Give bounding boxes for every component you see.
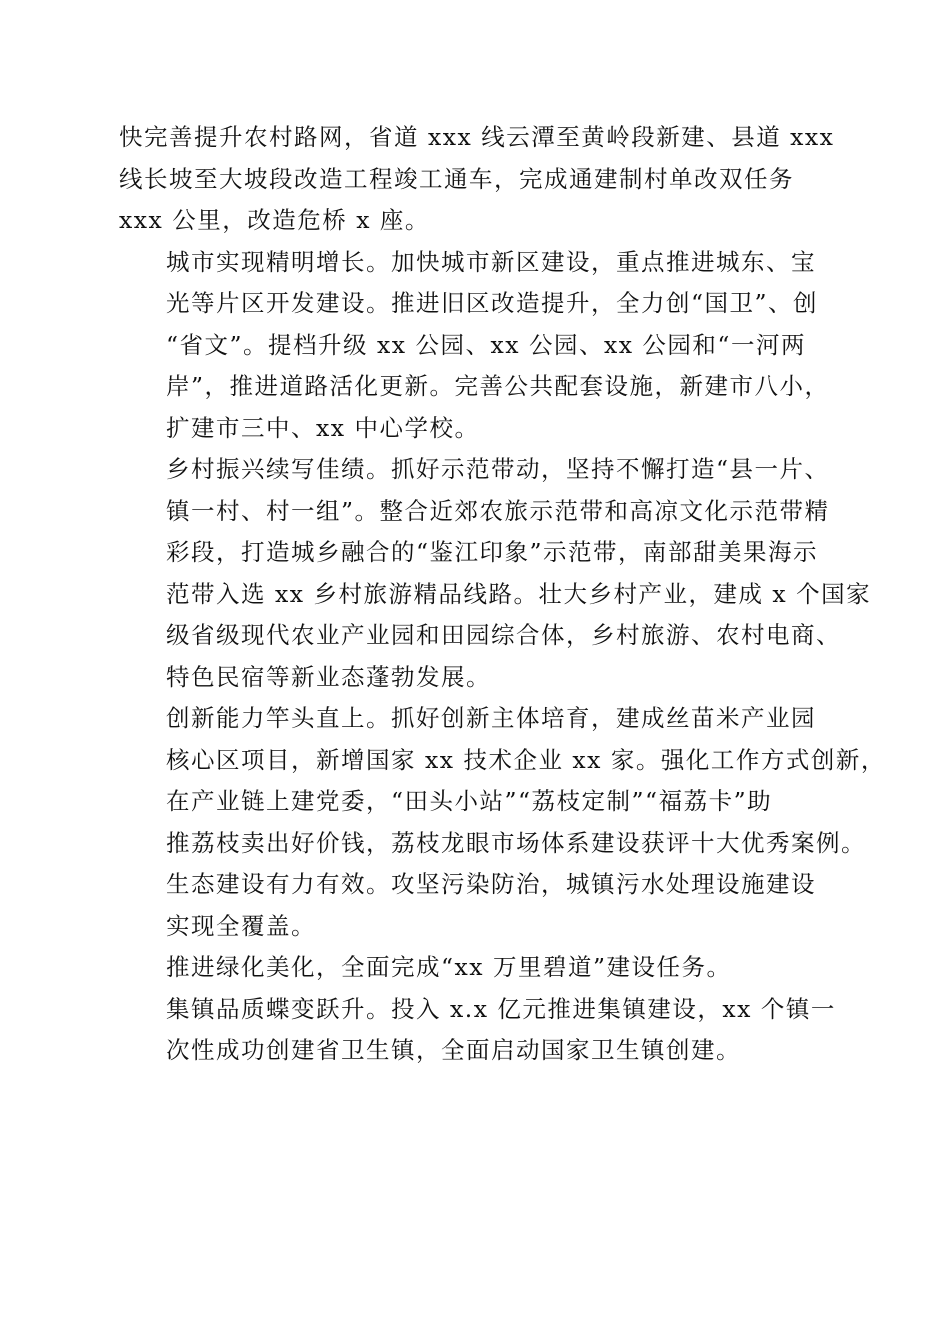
text-line: 范带入选 xx 乡村旅游精品线路。壮大乡村产业，建成 x 个国家 xyxy=(166,579,872,608)
paragraph-towns xyxy=(119,989,836,1072)
paragraph-city-growth xyxy=(119,242,831,450)
text-line: 创新能力竿头直上。抓好创新主体培育，建成丝苗米产业园 xyxy=(166,704,816,732)
paragraph-ecology xyxy=(119,864,831,947)
text-line: 次性成功创建省卫生镇，全面启动国家卫生镇创建。 xyxy=(166,1036,741,1064)
document-body xyxy=(119,117,886,1072)
text-line: 级省级现代农业产业园和田园综合体，乡村旅游、农村电商、 xyxy=(166,621,841,649)
text-line: 生态建设有力有效。攻坚污染防治，城镇污水处理设施建设 xyxy=(166,870,816,898)
text-line: 核心区项目，新增国家 xx 技术企业 xx 家。强化工作方式创新， xyxy=(166,745,886,774)
paragraph-innovation xyxy=(119,698,886,864)
text-line: 集镇品质蝶变跃升。投入 x.x 亿元推进集镇建设，xx 个镇一 xyxy=(166,994,836,1023)
text-line: 乡村振兴续写佳绩。抓好示范带动，坚持不懈打造“县一片、 xyxy=(166,455,830,483)
text-line: 线长坡至大坡段改造工程竣工通车，完成通建制村单改双任务 xyxy=(119,164,794,193)
text-line: 岸”，推进道路活化更新。完善公共配套设施，新建市八小， xyxy=(166,372,830,400)
text-line: 镇一村、村一组”。整合近郊农旅示范带和高凉文化示范带精 xyxy=(166,496,830,525)
text-line: 快完善提升农村路网，省道 xxx 线云潭至黄岭段新建、县道 xxx xyxy=(119,123,835,151)
text-line: 城市实现精明增长。加快城市新区建设，重点推进城东、宝 xyxy=(166,247,816,276)
text-line: 推进绿化美化，全面完成“xx 万里碧道”建设任务。 xyxy=(166,953,732,981)
text-line: 实现全覆盖。 xyxy=(166,911,316,940)
text-line: “省文”。提档升级 xx 公园、xx 公园、xx 公园和“一河两 xyxy=(166,330,806,359)
text-line: xxx 公里，改造危桥 x 座。 xyxy=(119,206,430,234)
text-line: 特色民宿等新业态蓬勃发展。 xyxy=(166,662,491,691)
text-line: 扩建市三中、xx 中心学校。 xyxy=(166,413,480,442)
paragraph-greening xyxy=(119,947,831,989)
text-line: 彩段，打造城乡融合的“鉴江印象”示范带，南部甜美果海示 xyxy=(166,538,819,566)
text-line: 在产业链上建党委，“田头小站”“荔枝定制”“福荔卡”助 xyxy=(166,787,773,815)
text-line: 光等片区开发建设。推进旧区改造提升，全力创“国卫”、创 xyxy=(166,289,819,317)
paragraph-rural-roads xyxy=(119,117,835,242)
paragraph-rural-revitalization xyxy=(119,449,872,698)
text-line: 推荔枝卖出好价钱，荔枝龙眼市场体系建设获评十大优秀案例。 xyxy=(166,828,866,857)
